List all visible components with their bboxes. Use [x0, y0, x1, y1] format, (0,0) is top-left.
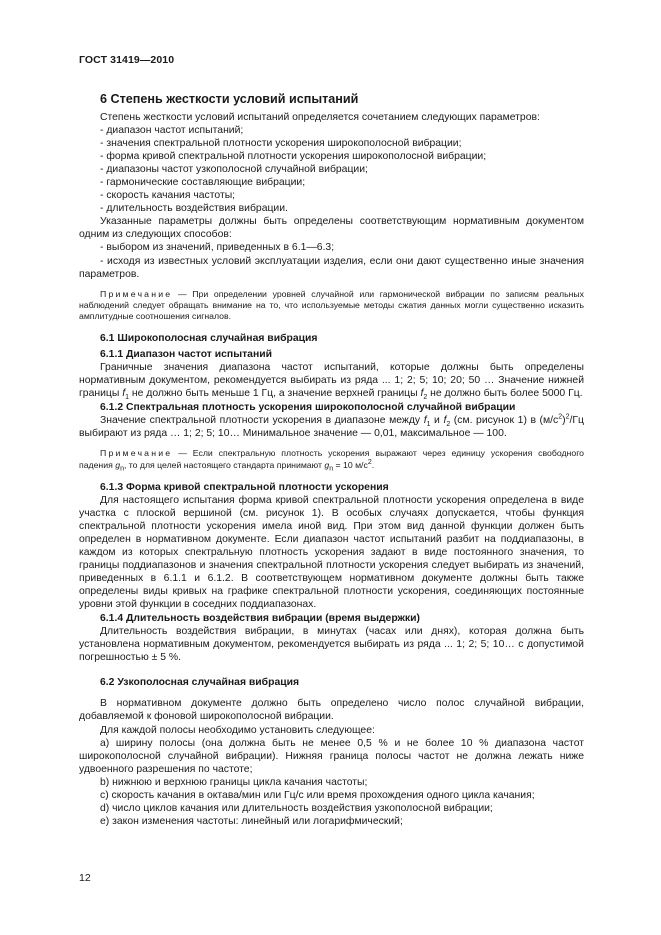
list-item-a: a) ширину полосы (она должна быть не менее 0,5 % и не более 10 % диапазона частот широкополосной случайной вибрации). Нижняя граница полосы частот не должна лежать ниже удвоенного разрешения по частоте; — [79, 737, 584, 775]
section-6-1-1-title: 6.1.1 Диапазон частот испытаний — [100, 349, 273, 361]
section-6-1-2-text — [79, 414, 584, 440]
subscript: 2 — [446, 421, 451, 429]
list-item-e: e) закон изменения частоты: линейный или логарифмический; — [100, 815, 403, 827]
section-6-2-title: 6.2 Узкополосная случайная вибрация — [100, 677, 300, 689]
symbol-f: f — [423, 415, 427, 427]
param-item: - форма кривой спектральной плотности ускорения широкополосной вибрации; — [100, 151, 487, 163]
symbol-f: f — [420, 388, 424, 400]
text-fragment: не должно быть более 5000 Гц. — [427, 388, 583, 400]
superscript: 2 — [558, 413, 563, 421]
note-label: Примечание — [100, 448, 173, 459]
text-fragment: Граничные значения диапазона частот испытаний, которые должны быть определены нормативным документом, рекомендуется выбирать из ряда ... 1; 2; 5; 10; 20; 50 … Значение нижней границы — [79, 362, 584, 400]
param-item: - скорость качания частоты; — [100, 190, 236, 202]
text-fragment: = 10 м/с — [333, 459, 368, 470]
method-item: - выбором из значений, приведенных в 6.1—6.3; — [100, 242, 335, 254]
symbol-f: f — [443, 415, 447, 427]
text-fragment: , то для целей настоящего стандарта принимают — [123, 459, 325, 470]
section-6-2-p2: Для каждой полосы необходимо установить следующее: — [100, 724, 375, 736]
text-fragment: Значение спектральной плотности ускорения в диапазоне между — [100, 415, 424, 427]
section-6-1-2-title: 6.1.2 Спектральная плотность ускорения широкополосной случайной вибрации — [100, 402, 516, 414]
list-item-d: d) число циклов качания или длительность воздействия узкополосной вибрации; — [100, 802, 493, 814]
subscript: 2 — [423, 394, 428, 402]
method-item: - исходя из известных условий эксплуатации изделия, если они дают существенно иные значения параметров. — [79, 255, 584, 280]
text-fragment: . — [371, 459, 375, 470]
param-item: - диапазон частот испытаний; — [100, 125, 244, 137]
text-fragment: и — [430, 415, 444, 427]
text-fragment: (см. рисунок 1) в (м/с — [450, 415, 559, 427]
section-6-1-title: 6.1 Широкополосная случайная вибрация — [100, 333, 318, 345]
note-text: — При определении уровней случайной или гармонической вибрации по записям реальных наблюдений следует обращать внимание на то, что используемые методы сжатия данных могли существенно исказить амплитудные соотношения сигналов. — [79, 288, 584, 322]
symbol-f: f — [122, 388, 126, 400]
section-6-2-p1: В нормативном документе должно быть определено число полос случайной вибрации, добавляемой к фоновой широкополосной вибрации. — [79, 698, 584, 723]
text-fragment: /Гц выбирают из ряда … 1; 2; 5; 10… Минимальное значение — 0,01, максимальное — 100. — [79, 415, 584, 440]
list-item-b: b) нижнюю и верхнюю границы цикла качания частоты; — [100, 776, 368, 788]
symbol-g: g — [324, 459, 330, 470]
subscript: 1 — [125, 394, 129, 402]
section-6-intro: Степень жесткости условий испытаний определяется сочетанием следующих параметров: — [100, 112, 540, 123]
text-fragment: не должно быть меньше 1 Гц, а значение верхней границы — [129, 388, 421, 400]
document-header: ГОСТ 31419—2010 — [79, 54, 175, 66]
section-6-1-3-title: 6.1.3 Форма кривой спектральной плотности ускорения — [100, 481, 389, 493]
param-item: - длительность воздействия вибрации. — [100, 203, 288, 215]
section-6-1-4-text: Длительность воздействия вибрации, в минутах (часах или днях), которая должна быть установлена нормативным документом, рекомендуется выбирать из ряда ... 1; 2; 5; 10… с допустимой погрешностью ± 5 %. — [79, 626, 584, 664]
text-fragment: — Если спектральную плотность ускорения выражают через единицу ускорения свободного падения — [79, 448, 584, 470]
section-6-1-1-text — [79, 361, 584, 400]
list-item-c: c) скорость качания в октава/мин или Гц/с или время прохождения одного цикла качания; — [100, 789, 535, 801]
note-1 — [79, 289, 584, 323]
superscript: 2 — [565, 413, 570, 421]
section-6-1-3-text: Для настоящего испытания форма кривой спектральной плотности ускорения определена в виде участка с плоской вершиной (см. рисунок 1). В особых случаях допускается, чтобы функция спектральной плотности ускорения имела иной вид. При этом вид данной функции должен быть определен в нормативном документе. Если диапазон частот испытаний разбит на поддиапазоны, в каждом из которых спектральную плотность ускорения задают в виде постоянного значения, то границы поддиапазонов и значения спектральной плотности ускорения следует выбирать из значений, приведенных в 6.1.1 и 6.1.2. В соответствующем нормативном документе должны быть также определены виды кривых на графике спектральной плотности ускорения, соединяющих постоянные уровни этой функции в соседних поддиапазонах. — [79, 494, 584, 611]
superscript: 2 — [367, 458, 372, 466]
param-item: - диапазоны частот узкополосной случайной вибрации; — [100, 164, 368, 176]
page-content — [79, 92, 584, 828]
subscript: 1 — [426, 421, 431, 429]
page-number: 12 — [79, 872, 91, 884]
note-label: Примечание — [100, 288, 173, 299]
methods-intro: Указанные параметры должны быть определены соответствующим нормативным документом одним из следующих способов: — [79, 216, 584, 241]
param-item: - значения спектральной плотности ускорения широкополосной вибрации; — [100, 138, 462, 150]
text-fragment: ) — [562, 415, 566, 427]
section-6-1-4-title: 6.1.4 Длительность воздействия вибрации (время выдержки) — [100, 613, 420, 625]
symbol-g: g — [115, 459, 121, 470]
section-6-title: 6 Степень жесткости условий испытаний — [100, 92, 359, 106]
param-item: - гармонические составляющие вибрации; — [100, 177, 306, 189]
subscript: n — [329, 465, 334, 473]
note-2 — [79, 448, 584, 473]
subscript: n — [120, 465, 124, 473]
